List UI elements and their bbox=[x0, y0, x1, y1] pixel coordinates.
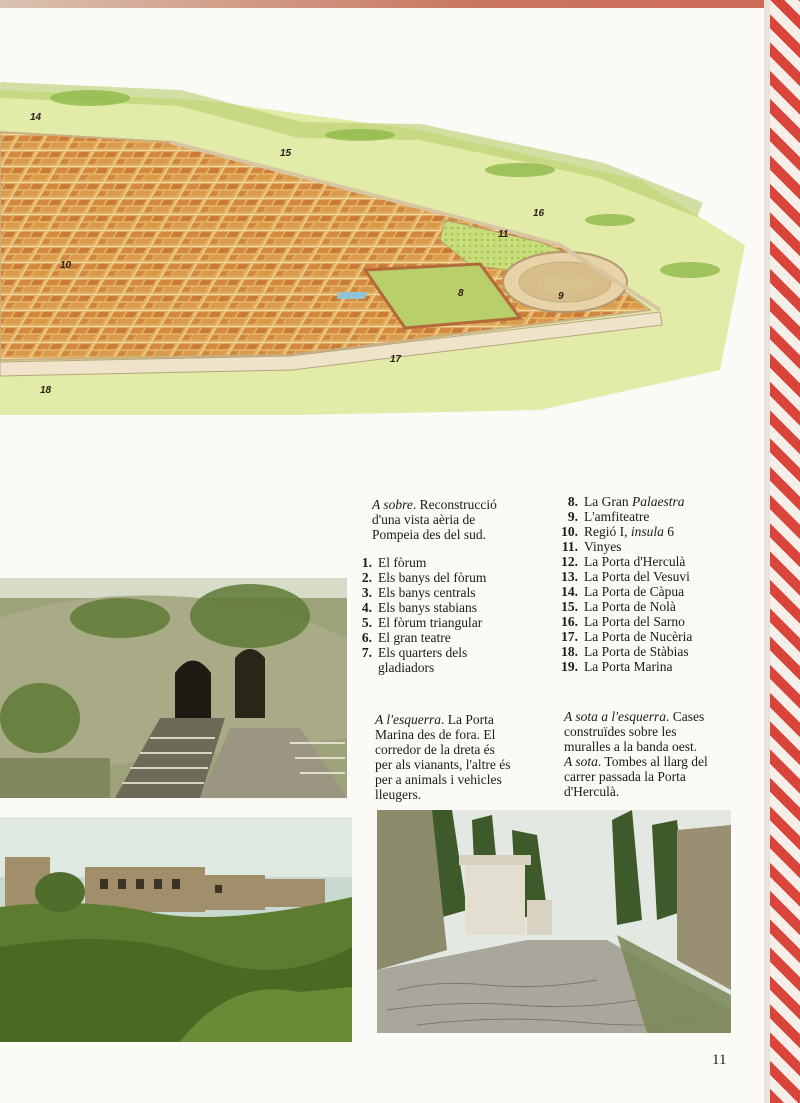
legend-item: 9. L'amfiteatre bbox=[567, 509, 650, 524]
map-label-10: 10 bbox=[60, 260, 72, 271]
caption-top bbox=[372, 497, 552, 542]
legend-item: 12. La Porta d'Herculà bbox=[561, 554, 686, 569]
legend-item: 7. Els quarters dels gladiadors bbox=[361, 645, 468, 675]
page-number: 11 bbox=[712, 1052, 727, 1068]
map-label-18: 18 bbox=[40, 385, 52, 396]
map-label-16: 16 bbox=[533, 208, 545, 219]
map-label-8: 8 bbox=[458, 288, 464, 299]
legend-item: 14. La Porta de Càpua bbox=[561, 584, 685, 599]
page-top-edge bbox=[0, 0, 800, 8]
legend-item: 16. La Porta del Sarno bbox=[561, 614, 685, 629]
map-label-15: 15 bbox=[280, 148, 292, 159]
legend-item: 15. La Porta de Nolà bbox=[561, 599, 676, 614]
caption-houses-tombs: A sota a l'esquerra. Cases construïdes sobre les muralles a la banda oest. A sota. Tombes al llarg del carrer passada la Porta d'Herculà. bbox=[564, 709, 708, 799]
legend-item: 3. Els banys centrals bbox=[361, 585, 476, 600]
legend-item: 1. El fòrum bbox=[361, 555, 427, 570]
legend-item: 18. La Porta de Stàbias bbox=[561, 644, 689, 659]
aerial-reconstruction-pompeii bbox=[0, 70, 760, 430]
caption-porta-marina: A l'esquerra. La Porta Marina des de fora. El corredor de la dreta és per als vianants, l'altre és per a animals i vehicles lleugers. bbox=[375, 712, 511, 802]
legend-item: 19. La Porta Marina bbox=[561, 659, 673, 674]
map-label-9: 9 bbox=[558, 291, 564, 302]
legend-item: 4. Els banys stabians bbox=[361, 600, 477, 615]
legend-item: 6. El gran teatre bbox=[361, 630, 451, 645]
legend-list-1 bbox=[350, 555, 550, 675]
photo-porta-marina bbox=[0, 578, 347, 798]
caption-top-line: Pompeia des del sud. bbox=[372, 527, 486, 542]
photo-tombs-street bbox=[377, 810, 731, 1033]
caption-right-lead-1: A sota a l'esquerra bbox=[564, 709, 667, 724]
legend-list-2 bbox=[556, 494, 756, 674]
photo-houses-on-walls bbox=[0, 817, 352, 1042]
legend-item: 10. Regió I, insula 6 bbox=[561, 524, 675, 539]
caption-top-lead: A sobre bbox=[372, 497, 413, 512]
legend-item: 17. La Porta de Nucèria bbox=[561, 629, 693, 644]
legend-item: 2. Els banys del fòrum bbox=[361, 570, 487, 585]
caption-top-line: . Reconstrucció bbox=[412, 497, 497, 512]
legend-item: 8. La Gran Palaestra bbox=[567, 494, 685, 509]
caption-top-line: d'una vista aèria de bbox=[372, 512, 476, 527]
map-label-11: 11 bbox=[498, 229, 509, 240]
caption-right-lead-2: A sota bbox=[564, 754, 598, 769]
legend-item: 13. La Porta del Vesuvi bbox=[561, 569, 690, 584]
book-binding-edge bbox=[770, 0, 800, 1103]
map-label-17: 17 bbox=[390, 354, 402, 365]
legend-item: 5. El fòrum triangular bbox=[361, 615, 483, 630]
legend-item: 11. Vinyes bbox=[561, 539, 622, 554]
caption-left-lead: A l'esquerra bbox=[375, 712, 442, 727]
amphitheatre bbox=[503, 252, 627, 312]
map-label-14: 14 bbox=[30, 112, 42, 123]
